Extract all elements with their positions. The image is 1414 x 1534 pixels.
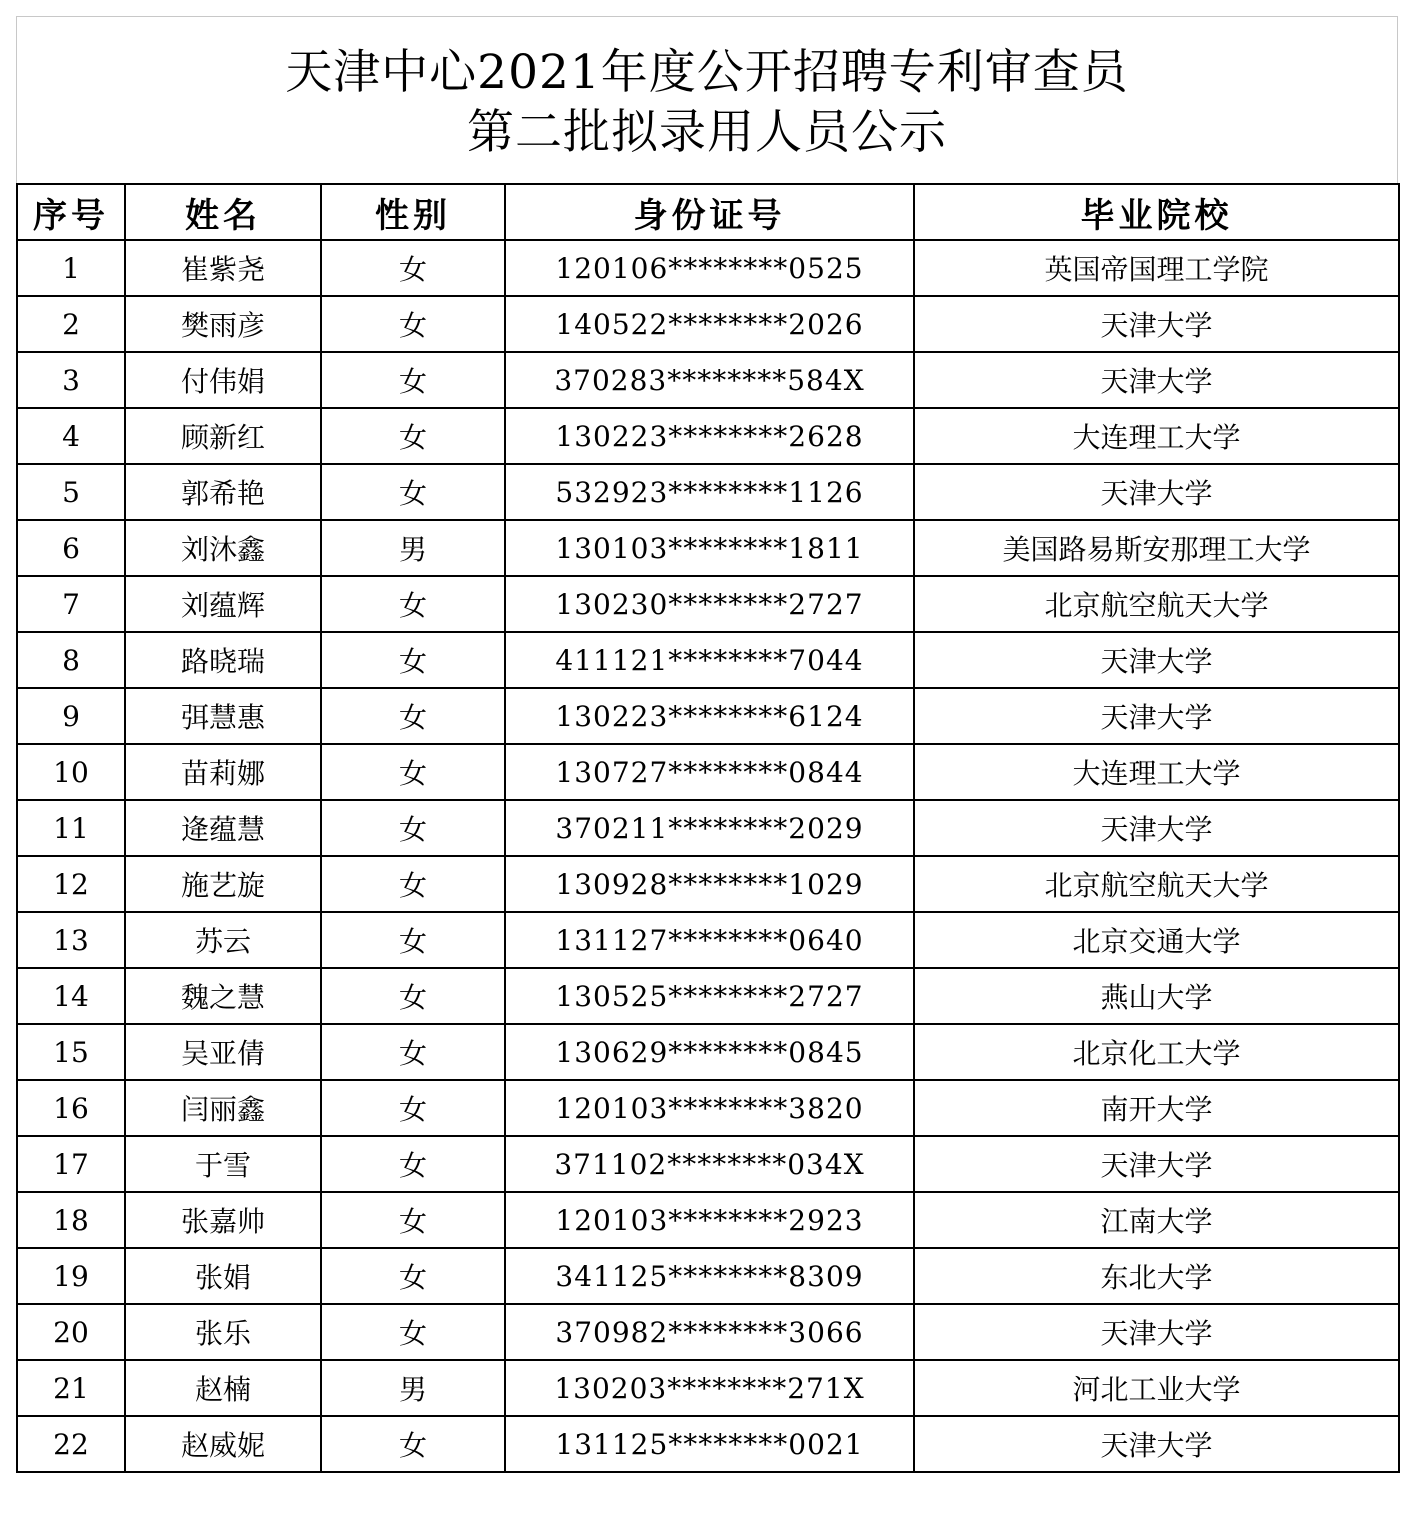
cell-id-number: 130223********6124 [505, 688, 914, 744]
table-row [17, 1136, 1399, 1192]
table-row [17, 464, 1399, 520]
table-row [17, 576, 1399, 632]
cell-id-number: 130223********2628 [505, 408, 914, 464]
header-row [17, 184, 1399, 240]
cell-id-number: 120106********0525 [505, 240, 914, 296]
cell-name: 张娟 [125, 1248, 321, 1304]
cell-school: 天津大学 [914, 352, 1399, 408]
cell-school: 大连理工大学 [914, 744, 1399, 800]
cell-sex: 女 [321, 1024, 505, 1080]
header-id: 身份证号 [505, 184, 914, 240]
cell-seq: 5 [17, 464, 125, 520]
cell-id-number: 130928********1029 [505, 856, 914, 912]
cell-seq: 12 [17, 856, 125, 912]
table-row [17, 912, 1399, 968]
header-name: 姓名 [125, 184, 321, 240]
cell-school: 北京航空航天大学 [914, 576, 1399, 632]
table-row [17, 520, 1399, 576]
cell-sex: 男 [321, 520, 505, 576]
table-row [17, 1416, 1399, 1472]
cell-id-number: 411121********7044 [505, 632, 914, 688]
cell-id-number: 370283********584X [505, 352, 914, 408]
cell-id-number: 130203********271X [505, 1360, 914, 1416]
cell-name: 逄蕴慧 [125, 800, 321, 856]
cell-school: 天津大学 [914, 632, 1399, 688]
title-line-1: 天津中心2021年度公开招聘专利审查员 [285, 45, 1129, 100]
table-row [17, 688, 1399, 744]
cell-name: 路晓瑞 [125, 632, 321, 688]
cell-seq: 11 [17, 800, 125, 856]
cell-school: 天津大学 [914, 688, 1399, 744]
table-row [17, 408, 1399, 464]
cell-seq: 17 [17, 1136, 125, 1192]
cell-name: 顾新红 [125, 408, 321, 464]
roster-table [16, 183, 1400, 1473]
cell-school: 北京航空航天大学 [914, 856, 1399, 912]
table-row [17, 296, 1399, 352]
cell-sex: 女 [321, 1248, 505, 1304]
cell-id-number: 131125********0021 [505, 1416, 914, 1472]
cell-school: 南开大学 [914, 1080, 1399, 1136]
cell-sex: 女 [321, 1192, 505, 1248]
table-row [17, 968, 1399, 1024]
cell-name: 吴亚倩 [125, 1024, 321, 1080]
cell-seq: 9 [17, 688, 125, 744]
cell-id-number: 130727********0844 [505, 744, 914, 800]
cell-sex: 女 [321, 408, 505, 464]
cell-school: 天津大学 [914, 296, 1399, 352]
cell-id-number: 370982********3066 [505, 1304, 914, 1360]
cell-school: 天津大学 [914, 1136, 1399, 1192]
cell-sex: 女 [321, 296, 505, 352]
cell-school: 美国路易斯安那理工大学 [914, 520, 1399, 576]
cell-name: 付伟娟 [125, 352, 321, 408]
table-row [17, 856, 1399, 912]
cell-seq: 20 [17, 1304, 125, 1360]
header-school: 毕业院校 [914, 184, 1399, 240]
cell-name: 张乐 [125, 1304, 321, 1360]
roster-body [17, 240, 1399, 1472]
table-row [17, 1360, 1399, 1416]
cell-sex: 女 [321, 800, 505, 856]
cell-id-number: 130230********2727 [505, 576, 914, 632]
cell-name: 郭希艳 [125, 464, 321, 520]
cell-seq: 2 [17, 296, 125, 352]
cell-id-number: 370211********2029 [505, 800, 914, 856]
cell-seq: 19 [17, 1248, 125, 1304]
cell-name: 苗莉娜 [125, 744, 321, 800]
cell-school: 燕山大学 [914, 968, 1399, 1024]
table-row [17, 240, 1399, 296]
cell-seq: 6 [17, 520, 125, 576]
cell-name: 刘沐鑫 [125, 520, 321, 576]
table-row [17, 1024, 1399, 1080]
cell-name: 赵楠 [125, 1360, 321, 1416]
cell-seq: 13 [17, 912, 125, 968]
cell-name: 闫丽鑫 [125, 1080, 321, 1136]
cell-seq: 1 [17, 240, 125, 296]
table-row [17, 1304, 1399, 1360]
cell-seq: 15 [17, 1024, 125, 1080]
cell-sex: 女 [321, 240, 505, 296]
cell-school: 江南大学 [914, 1192, 1399, 1248]
cell-sex: 女 [321, 912, 505, 968]
cell-id-number: 120103********3820 [505, 1080, 914, 1136]
cell-id-number: 130629********0845 [505, 1024, 914, 1080]
cell-seq: 16 [17, 1080, 125, 1136]
cell-name: 赵威妮 [125, 1416, 321, 1472]
table-row [17, 1192, 1399, 1248]
cell-school: 天津大学 [914, 800, 1399, 856]
cell-sex: 男 [321, 1360, 505, 1416]
cell-sex: 女 [321, 968, 505, 1024]
table-row [17, 1248, 1399, 1304]
table-row [17, 632, 1399, 688]
cell-sex: 女 [321, 1416, 505, 1472]
header-seq: 序号 [17, 184, 125, 240]
cell-sex: 女 [321, 1304, 505, 1360]
cell-sex: 女 [321, 352, 505, 408]
cell-seq: 10 [17, 744, 125, 800]
cell-seq: 18 [17, 1192, 125, 1248]
cell-seq: 4 [17, 408, 125, 464]
cell-name: 弭慧惠 [125, 688, 321, 744]
cell-sex: 女 [321, 688, 505, 744]
document-sheet [16, 16, 1398, 1518]
title-block [16, 16, 1398, 184]
cell-school: 河北工业大学 [914, 1360, 1399, 1416]
cell-name: 魏之慧 [125, 968, 321, 1024]
cell-seq: 8 [17, 632, 125, 688]
title-line-2: 第二批拟录用人员公示 [467, 105, 947, 160]
table-row [17, 800, 1399, 856]
cell-school: 北京交通大学 [914, 912, 1399, 968]
cell-id-number: 131127********0640 [505, 912, 914, 968]
cell-school: 天津大学 [914, 1416, 1399, 1472]
cell-sex: 女 [321, 744, 505, 800]
cell-school: 英国帝国理工学院 [914, 240, 1399, 296]
cell-sex: 女 [321, 464, 505, 520]
cell-name: 樊雨彦 [125, 296, 321, 352]
cell-id-number: 140522********2026 [505, 296, 914, 352]
cell-seq: 3 [17, 352, 125, 408]
cell-seq: 21 [17, 1360, 125, 1416]
cell-school: 东北大学 [914, 1248, 1399, 1304]
table-row [17, 352, 1399, 408]
cell-sex: 女 [321, 1136, 505, 1192]
cell-name: 于雪 [125, 1136, 321, 1192]
cell-sex: 女 [321, 1080, 505, 1136]
cell-name: 崔紫尧 [125, 240, 321, 296]
cell-name: 施艺旋 [125, 856, 321, 912]
cell-name: 张嘉帅 [125, 1192, 321, 1248]
table-row [17, 744, 1399, 800]
cell-seq: 22 [17, 1416, 125, 1472]
cell-school: 天津大学 [914, 1304, 1399, 1360]
cell-id-number: 341125********8309 [505, 1248, 914, 1304]
cell-name: 刘蕴辉 [125, 576, 321, 632]
table-row [17, 1080, 1399, 1136]
cell-id-number: 532923********1126 [505, 464, 914, 520]
cell-name: 苏云 [125, 912, 321, 968]
cell-sex: 女 [321, 632, 505, 688]
cell-school: 大连理工大学 [914, 408, 1399, 464]
cell-id-number: 130103********1811 [505, 520, 914, 576]
cell-id-number: 120103********2923 [505, 1192, 914, 1248]
cell-sex: 女 [321, 576, 505, 632]
cell-school: 天津大学 [914, 464, 1399, 520]
cell-id-number: 130525********2727 [505, 968, 914, 1024]
cell-sex: 女 [321, 856, 505, 912]
header-sex: 性别 [321, 184, 505, 240]
cell-school: 北京化工大学 [914, 1024, 1399, 1080]
cell-seq: 14 [17, 968, 125, 1024]
cell-id-number: 371102********034X [505, 1136, 914, 1192]
cell-seq: 7 [17, 576, 125, 632]
